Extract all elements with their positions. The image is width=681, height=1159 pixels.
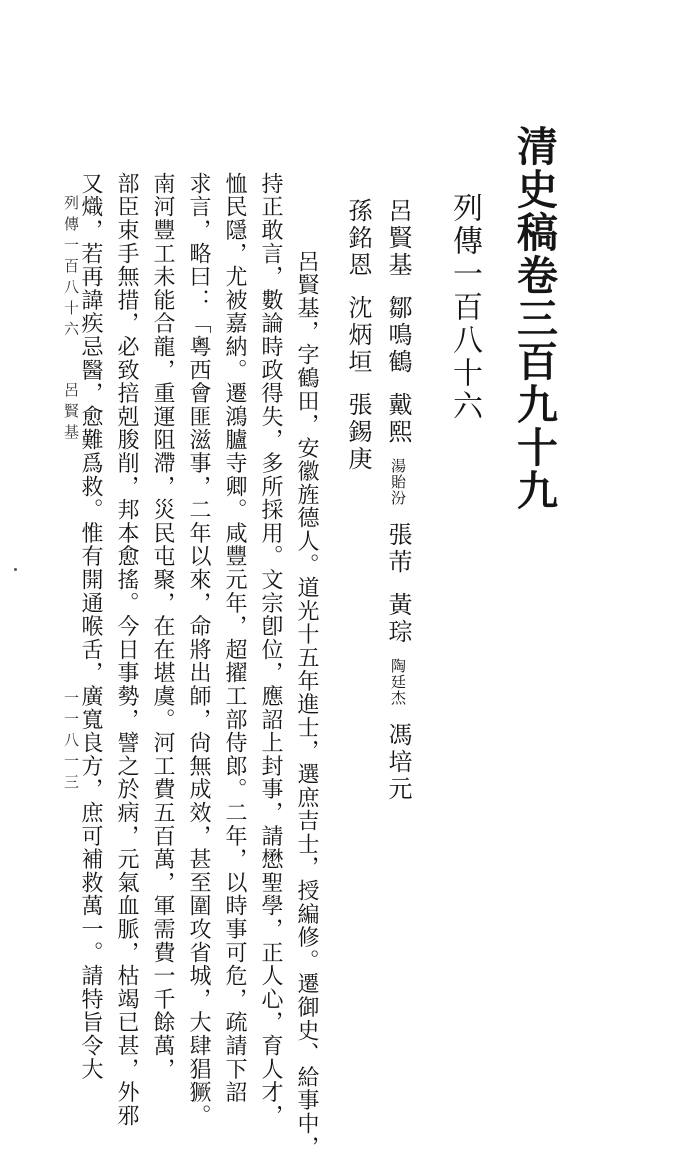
body-text-column: 又熾，若再諱疾忌醫，愈難爲救。惟有開通喉舌，廣寬良方，庶可補救萬一。請特旨令大 <box>78 172 103 1081</box>
body-text-column: 恤民隱，尤被嘉納。遷鴻臚寺卿。咸豐元年，超擢工部侍郎。二年，以時事可危，疏請下詔 <box>222 172 247 1104</box>
body-text-column: 部臣束手無措，必致掊剋朘削，邦本愈搖。今日事勢，譬之於病，元氣血脈，枯竭已甚，外邪 <box>114 172 139 1128</box>
name-huang-cong: 黃琮 <box>384 592 412 646</box>
body-text-column: 呂賢基，字鶴田，安徽旌德人。道光十五年進士，選庶吉士，授編修。遷御史、給事中， <box>294 250 319 1159</box>
name-shen-bingyuan: 沈炳垣 <box>344 295 372 376</box>
name-zou-minghe: 鄒鳴鶴 <box>384 295 412 376</box>
name-tao-tingjie: 陶廷杰 <box>389 658 407 706</box>
name-sun-mingen: 孫銘恩 <box>344 198 372 279</box>
body-text-column: 南河豐工未能合龍，重運阻滯，災民屯聚，在在堪虞。河工費五百萬，軍需費一千餘萬， <box>150 172 175 1081</box>
ink-speck <box>14 568 17 571</box>
biography-names-column-1 <box>381 198 416 803</box>
running-title: 列傳一百八十六 <box>62 195 80 342</box>
page-number: 一一八一三 <box>62 690 80 795</box>
name-zhang-xigeng: 張錫庚 <box>344 392 372 473</box>
name-feng-peiyuan: 馮培元 <box>384 722 412 803</box>
biography-names-column-2 <box>341 198 376 473</box>
name-tang-yifen: 湯貽汾 <box>389 458 407 506</box>
name-dai-xi: 戴熙 <box>384 392 412 446</box>
book-title: 清史稿卷三百九十九 <box>510 125 558 512</box>
chapter-title: 列傳一百八十六 <box>447 192 482 423</box>
name-zhang-fei: 張芾 <box>384 522 412 576</box>
running-header <box>61 195 82 445</box>
body-text-column: 求言，略曰：「粵西會匪滋事，二年以來，命將出師，尙無成效，甚至圍攻省城，大肆猖獗。 <box>186 172 211 1128</box>
body-text-column: 持正敢言，數論時政得失，多所採用。文宗卽位，應詔上封事，請懋聖學，正人心，育人才， <box>258 172 283 1128</box>
name-lu-xianji: 呂賢基 <box>384 198 412 279</box>
running-name: 呂賢基 <box>62 382 80 445</box>
